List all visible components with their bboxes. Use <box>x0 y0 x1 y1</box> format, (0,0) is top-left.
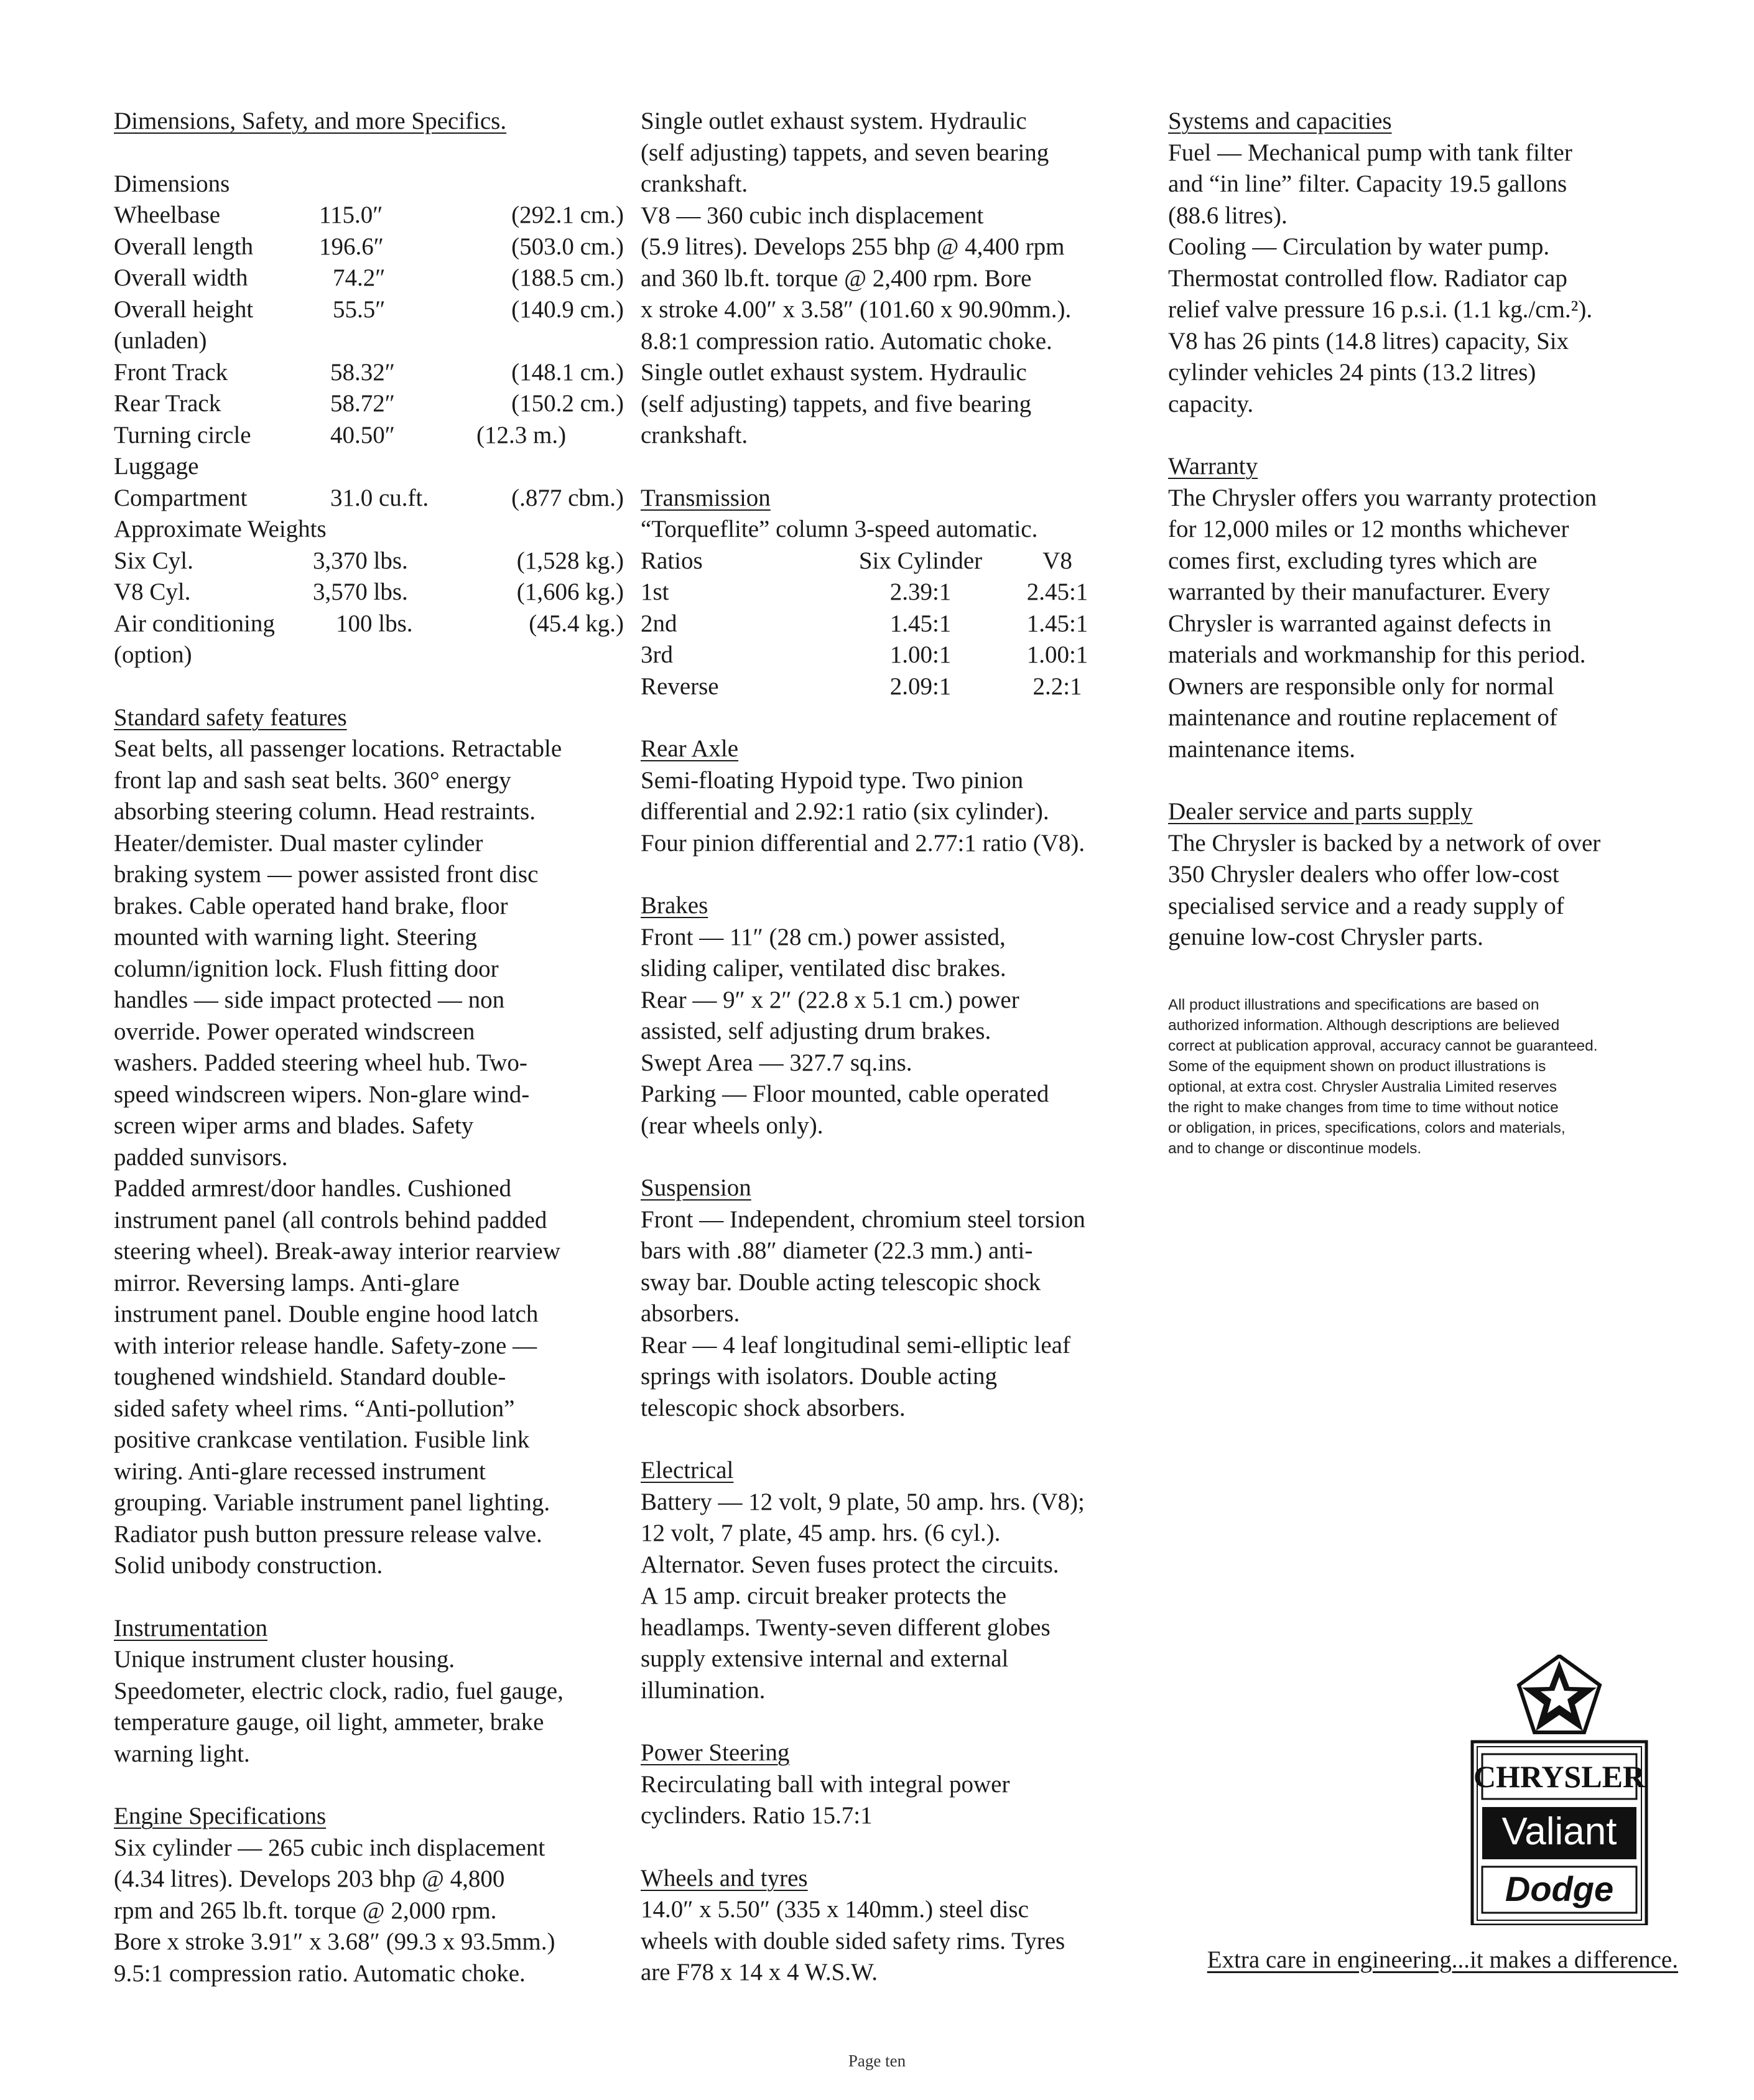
text-line: Heater/demister. Dual master cylinder <box>114 829 483 857</box>
dim-imperial: 74.2″ <box>333 264 386 291</box>
ratio-label: Ratios <box>641 547 703 574</box>
text-line: rpm and 265 lb.ft. torque @ 2,000 rpm. <box>114 1897 497 1924</box>
dim-label: Approximate Weights <box>114 516 327 542</box>
text-line: cylinder vehicles 24 pints (13.2 litres) <box>1168 359 1536 386</box>
text-line: speed windscreen wipers. Non-glare wind- <box>114 1080 530 1108</box>
text-line: wiring. Anti-glare recessed instrument <box>114 1457 486 1485</box>
text-line: All product illustrations and specifications are based on <box>1168 996 1539 1013</box>
v8-ratio: 1.00:1 <box>1026 641 1088 668</box>
section-heading-dealer: Dealer service and parts supply <box>1168 798 1473 825</box>
text-line: instrument panel (all controls behind padded <box>114 1206 547 1234</box>
text-line: temperature gauge, oil light, ammeter, brake <box>114 1709 544 1735</box>
text-line: screen wiper arms and blades. Safety <box>114 1112 474 1139</box>
section-heading-suspension: Suspension <box>641 1174 751 1201</box>
text-line: braking system — power assisted front disc <box>114 861 539 888</box>
table-row <box>114 200 624 231</box>
text-line: sided safety wheel rims. “Anti-pollution” <box>114 1395 515 1422</box>
text-line: (self adjusting) tappets, and seven bearing <box>641 139 1049 166</box>
dim-imperial: 31.0 cu.ft. <box>330 484 429 511</box>
dim-imperial: 100 lbs. <box>336 610 413 637</box>
text-line: (4.34 litres). Develops 203 bhp @ 4,800 <box>114 1865 505 1892</box>
text-line: and 360 lb.ft. torque @ 2,400 rpm. Bore <box>641 264 1032 292</box>
table-row <box>114 577 624 608</box>
text-line: optional, at extra cost. Chrysler Australia Limited reserves <box>1168 1078 1557 1095</box>
dim-metric: (140.9 cm.) <box>511 295 624 323</box>
text-line: cyclinders. Ratio 15.7:1 <box>641 1802 873 1829</box>
warranty-text <box>1168 483 1684 766</box>
text-line: Six cylinder — 265 cubic inch displacement <box>114 1834 545 1861</box>
v8-ratio: 1.45:1 <box>1026 610 1088 637</box>
text-line: crankshaft. <box>641 422 748 448</box>
text-line: Recirculating ball with integral power <box>641 1770 1010 1798</box>
table-row <box>114 639 624 671</box>
safety-text <box>114 733 624 1582</box>
table-row <box>641 639 1163 671</box>
dim-metric: (1,606 kg.) <box>516 578 624 605</box>
text-line: warning light. <box>114 1740 250 1767</box>
text-line: supply extensive internal and external <box>641 1645 1009 1672</box>
text-line: the right to make changes from time to time without notice <box>1168 1099 1559 1116</box>
table-row <box>114 514 624 546</box>
brakes-text <box>641 922 1163 1142</box>
text-line: A 15 amp. circuit breaker protects the <box>641 1582 1007 1609</box>
v8-ratio: V8 <box>1042 547 1072 574</box>
text-line: Thermostat controlled flow. Radiator cap <box>1168 264 1567 292</box>
systems-text <box>1168 137 1684 420</box>
text-line: mirror. Reversing lamps. Anti-glare <box>114 1269 460 1296</box>
text-line: wheels with double sided safety rims. Tyres <box>641 1927 1065 1954</box>
ratio-label: 3rd <box>641 641 673 668</box>
logo-graphic <box>1466 1655 1653 1925</box>
text-line: authorized information. Although descriptions are believed <box>1168 1016 1560 1034</box>
text-line: Owners are responsible only for normal <box>1168 672 1554 700</box>
text-line: grouping. Variable instrument panel lighting. <box>114 1489 550 1516</box>
text-line: steering wheel). Break-away interior rearview <box>114 1238 560 1265</box>
dim-metric: (45.4 kg.) <box>529 610 624 637</box>
text-line: Four pinion differential and 2.77:1 ratio (V8). <box>641 829 1085 857</box>
text-line: instrument panel. Double engine hood latch <box>114 1301 539 1327</box>
dim-metric: (503.0 cm.) <box>511 233 624 260</box>
table-row <box>641 546 1163 577</box>
dim-imperial: 115.0″ <box>319 202 383 228</box>
text-line: 12 volt, 7 plate, 45 amp. hrs. (6 cyl.). <box>641 1520 1001 1546</box>
text-line: Seat belts, all passenger locations. Retractable <box>114 735 562 762</box>
text-line: comes first, excluding tyres which are <box>1168 547 1538 574</box>
text-line: Speedometer, electric clock, radio, fuel gauge, <box>114 1677 564 1704</box>
engine-text <box>114 1833 624 1990</box>
text-line: correct at publication approval, accuracy cannot be guaranteed. <box>1168 1037 1598 1054</box>
text-line: sliding caliper, ventilated disc brakes. <box>641 955 1006 982</box>
safety-section <box>114 702 624 1582</box>
column-1 <box>114 106 624 1989</box>
text-line: toughened windshield. Standard double- <box>114 1364 506 1390</box>
dim-metric: (150.2 cm.) <box>511 390 624 417</box>
dim-imperial: 40.50″ <box>330 421 395 448</box>
dim-label: Overall width <box>114 264 248 291</box>
text-line: and to change or discontinue models. <box>1168 1140 1422 1157</box>
text-line: absorbing steering column. Head restraints. <box>114 798 536 825</box>
table-row <box>114 483 624 514</box>
electrical-text <box>641 1487 1163 1707</box>
text-line: V8 — 360 cubic inch displacement <box>641 202 984 229</box>
text-line: springs with isolators. Double acting <box>641 1363 998 1390</box>
text-line: mounted with warning light. Steering <box>114 924 477 950</box>
six-cyl-ratio: 1.00:1 <box>889 641 952 668</box>
tagline: Extra care in engineering...it makes a difference. <box>1207 1946 1678 1973</box>
dim-label: Overall length <box>114 233 254 260</box>
text-line: Chrysler is warranted against defects in <box>1168 610 1552 637</box>
text-line: Front — 11″ (28 cm.) power assisted, <box>641 923 1006 950</box>
dim-imperial: 3,370 lbs. <box>313 547 408 574</box>
text-line: Battery — 12 volt, 9 plate, 50 amp. hrs. (V8); <box>641 1488 1085 1515</box>
instrumentation-text <box>114 1644 624 1770</box>
section-heading-engine: Engine Specifications <box>114 1803 327 1829</box>
ratio-label: 1st <box>641 578 669 605</box>
text-line: positive crankcase ventilation. Fusible link <box>114 1426 530 1453</box>
text-line: Single outlet exhaust system. Hydraulic <box>641 108 1027 134</box>
table-row <box>114 546 624 577</box>
text-line: illumination. <box>641 1676 766 1704</box>
dim-label: Wheelbase <box>114 202 221 228</box>
dim-label: Compartment <box>114 484 248 511</box>
text-line: Bore x stroke 3.91″ x 3.68″ (99.3 x 93.5mm.) <box>114 1928 555 1955</box>
section-heading-instrumentation: Instrumentation <box>114 1614 267 1642</box>
column-2 <box>641 106 1163 1989</box>
text-line: and “in line” filter. Capacity 19.5 gallons <box>1168 170 1567 197</box>
instrumentation-section <box>114 1613 624 1770</box>
text-line: genuine low-cost Chrysler parts. <box>1168 924 1483 950</box>
text-line: Single outlet exhaust system. Hydraulic <box>641 359 1027 386</box>
pentastar-icon <box>1519 1656 1600 1732</box>
table-row <box>114 294 624 326</box>
dim-label: Luggage <box>114 453 199 480</box>
dim-label: Rear Track <box>114 390 221 417</box>
dim-label: Front Track <box>114 358 228 386</box>
text-line: Radiator push button pressure release valve. <box>114 1520 542 1548</box>
transmission-table <box>641 546 1163 703</box>
ratio-label: 2nd <box>641 610 677 637</box>
text-line: Solid unibody construction. <box>114 1552 383 1579</box>
column-3 <box>1168 106 1684 1159</box>
dealer-text <box>1168 828 1684 954</box>
text-line: Swept Area — 327.7 sq.ins. <box>641 1049 912 1076</box>
text-line: (rear wheels only). <box>641 1112 824 1139</box>
dim-metric: (148.1 cm.) <box>511 358 624 386</box>
wheels-section <box>641 1863 1163 1989</box>
dim-imperial: 55.5″ <box>333 295 386 323</box>
text-line: Cooling — Circulation by water pump. <box>1168 233 1550 260</box>
dim-label: Air conditioning <box>114 610 275 637</box>
section-heading-brakes: Brakes <box>641 892 708 919</box>
section-heading-power-steering: Power Steering <box>641 1739 790 1766</box>
systems-section <box>1168 106 1684 420</box>
rear-axle-text <box>641 765 1163 860</box>
text-line: Front — Independent, chromium steel torsion <box>641 1206 1085 1233</box>
dim-imperial: 3,570 lbs. <box>313 578 408 605</box>
table-row <box>641 577 1163 608</box>
text-line: front lap and sash seat belts. 360° energy <box>114 766 511 794</box>
table-row <box>114 388 624 420</box>
dim-label: Overall height <box>114 295 254 323</box>
text-line: column/ignition lock. Flush fitting door <box>114 955 499 982</box>
section-heading-safety: Standard safety features <box>114 704 347 731</box>
text-line: or obligation, in prices, specifications, colors and materials, <box>1168 1119 1566 1136</box>
section-heading-dimensions-safety: Dimensions, Safety, and more Specifics. <box>114 108 507 134</box>
text-line: x stroke 4.00″ x 3.58″ (101.60 x 90.90mm.). <box>641 296 1072 323</box>
text-line: 14.0″ x 5.50″ (335 x 140mm.) steel disc <box>641 1896 1029 1923</box>
six-cyl-ratio: 2.39:1 <box>889 578 952 605</box>
transmission-intro: “Torqueflite” column 3-speed automatic. <box>641 516 1038 542</box>
table-row <box>641 671 1163 703</box>
text-line: Padded armrest/door handles. Cushioned <box>114 1175 512 1202</box>
text-line: Parking — Floor mounted, cable operated <box>641 1080 1049 1107</box>
table-row <box>114 231 624 263</box>
dim-metric: (188.5 cm.) <box>511 264 624 291</box>
text-line: 350 Chrysler dealers who offer low-cost <box>1168 861 1559 888</box>
table-row <box>114 262 624 294</box>
text-line: crankshaft. <box>641 170 748 197</box>
warranty-section <box>1168 451 1684 765</box>
text-line: brakes. Cable operated hand brake, floor <box>114 892 508 919</box>
text-line: override. Power operated windscreen <box>114 1018 475 1045</box>
logo-valiant-text: Valiant <box>1501 1810 1617 1853</box>
text-line: maintenance and routine replacement of <box>1168 704 1557 731</box>
section-heading-rear-axle: Rear Axle <box>641 735 739 762</box>
text-line: Fuel — Mechanical pump with tank filter <box>1168 139 1572 166</box>
text-line: V8 has 26 pints (14.8 litres) capacity, Six <box>1168 327 1569 355</box>
dim-label: V8 Cyl. <box>114 578 191 605</box>
text-line: relief valve pressure 16 p.s.i. (1.1 kg./cm.²). <box>1168 296 1593 323</box>
text-line: 9.5:1 compression ratio. Automatic choke. <box>114 1959 526 1987</box>
table-row <box>114 357 624 389</box>
engine-section <box>114 1801 624 1989</box>
text-line: (5.9 litres). Develops 255 bhp @ 4,400 rpm <box>641 233 1065 260</box>
text-line: Unique instrument cluster housing. <box>114 1646 455 1673</box>
dim-label: (unladen) <box>114 327 207 354</box>
text-line: Alternator. Seven fuses protect the circuits. <box>641 1551 1059 1578</box>
dim-metric: (12.3 m.) <box>476 421 567 448</box>
dimensions-table <box>114 200 624 671</box>
text-line: assisted, self adjusting drum brakes. <box>641 1018 991 1044</box>
table-row <box>641 608 1163 640</box>
electrical-section <box>641 1455 1163 1706</box>
dimensions-section <box>114 169 624 671</box>
dim-label: (option) <box>114 641 192 668</box>
text-line: materials and workmanship for this period. <box>1168 641 1586 668</box>
dim-label: Six Cyl. <box>114 547 193 574</box>
dim-imperial: 58.32″ <box>330 358 395 386</box>
text-line: padded sunvisors. <box>114 1143 288 1171</box>
text-line: absorbers. <box>641 1300 740 1327</box>
six-cyl-ratio: 2.09:1 <box>889 672 952 700</box>
rear-axle-section <box>641 733 1163 859</box>
ratio-label: Reverse <box>641 672 719 700</box>
text-line: headlamps. Twenty-seven different globes <box>641 1614 1051 1641</box>
suspension-section <box>641 1173 1163 1424</box>
text-line: washers. Padded steering wheel hub. Two- <box>114 1049 527 1076</box>
v8-ratio: 2.45:1 <box>1026 578 1088 605</box>
text-line: telescopic shock absorbers. <box>641 1394 906 1421</box>
text-line: The Chrysler is backed by a network of over <box>1168 829 1601 857</box>
chrysler-valiant-dodge-logo <box>1466 1655 1653 1925</box>
page-number: Page ten <box>848 2051 906 2070</box>
dealer-section <box>1168 796 1684 954</box>
dim-metric: (292.1 cm.) <box>511 202 624 228</box>
suspension-text <box>641 1204 1163 1424</box>
section-heading-warranty: Warranty <box>1168 453 1258 480</box>
text-line: maintenance items. <box>1168 735 1356 763</box>
dim-imperial: 58.72″ <box>330 390 395 417</box>
text-line: Some of the equipment shown on product illustrations is <box>1168 1057 1546 1075</box>
text-line: sway bar. Double acting telescopic shock <box>641 1268 1041 1296</box>
text-line: 8.8:1 compression ratio. Automatic choke. <box>641 327 1052 355</box>
dim-metric: (1,528 kg.) <box>516 547 624 574</box>
logo-chrysler-text: CHRYSLER <box>1473 1759 1646 1794</box>
section-heading-systems: Systems and capacities <box>1168 108 1392 134</box>
wheels-text <box>641 1894 1163 1989</box>
table-row <box>114 325 624 357</box>
power-steering-text <box>641 1769 1163 1832</box>
logo-dodge-text: Dodge <box>1505 1869 1614 1908</box>
text-line: for 12,000 miles or 12 months whichever <box>1168 516 1569 542</box>
text-line: (self adjusting) tappets, and five bearing <box>641 390 1032 417</box>
engine-continued-text <box>641 106 1163 452</box>
text-line: capacity. <box>1168 390 1254 417</box>
section-heading-transmission: Transmission <box>641 484 771 511</box>
dim-metric: (.877 cbm.) <box>511 484 624 511</box>
v8-ratio: 2.2:1 <box>1032 672 1082 700</box>
text-line: Rear — 9″ x 2″ (22.8 x 5.1 cm.) power <box>641 986 1019 1013</box>
table-row <box>114 420 624 452</box>
table-row <box>114 608 624 640</box>
text-line: Rear — 4 leaf longitudinal semi-elliptic leaf <box>641 1331 1070 1359</box>
text-line: differential and 2.92:1 ratio (six cylinder). <box>641 798 1049 825</box>
section-heading-electrical: Electrical <box>641 1457 734 1484</box>
text-line: handles — side impact protected — non <box>114 987 505 1013</box>
table-row <box>114 451 624 483</box>
text-line: specialised service and a ready supply of <box>1168 892 1564 919</box>
text-line: warranted by their manufacturer. Every <box>1168 578 1550 605</box>
disclaimer-text <box>1168 995 1684 1159</box>
text-line: with interior release handle. Safety-zone — <box>114 1332 537 1359</box>
transmission-section <box>641 483 1163 703</box>
section-heading-wheels: Wheels and tyres <box>641 1864 808 1892</box>
text-line: bars with .88″ diameter (22.3 mm.) anti- <box>641 1237 1033 1264</box>
text-line: The Chrysler offers you warranty protection <box>1168 484 1597 511</box>
text-line: are F78 x 14 x 4 W.S.W. <box>641 1959 878 1986</box>
dimensions-title: Dimensions <box>114 170 230 197</box>
text-line: Semi-floating Hypoid type. Two pinion <box>641 766 1024 794</box>
brakes-section <box>641 890 1163 1141</box>
dim-imperial: 196.6″ <box>319 233 384 260</box>
six-cyl-ratio: 1.45:1 <box>889 610 952 637</box>
dim-label: Turning circle <box>114 421 251 448</box>
power-steering-section <box>641 1737 1163 1832</box>
text-line: (88.6 litres). <box>1168 202 1288 229</box>
six-cyl-ratio: Six Cylinder <box>858 547 983 574</box>
